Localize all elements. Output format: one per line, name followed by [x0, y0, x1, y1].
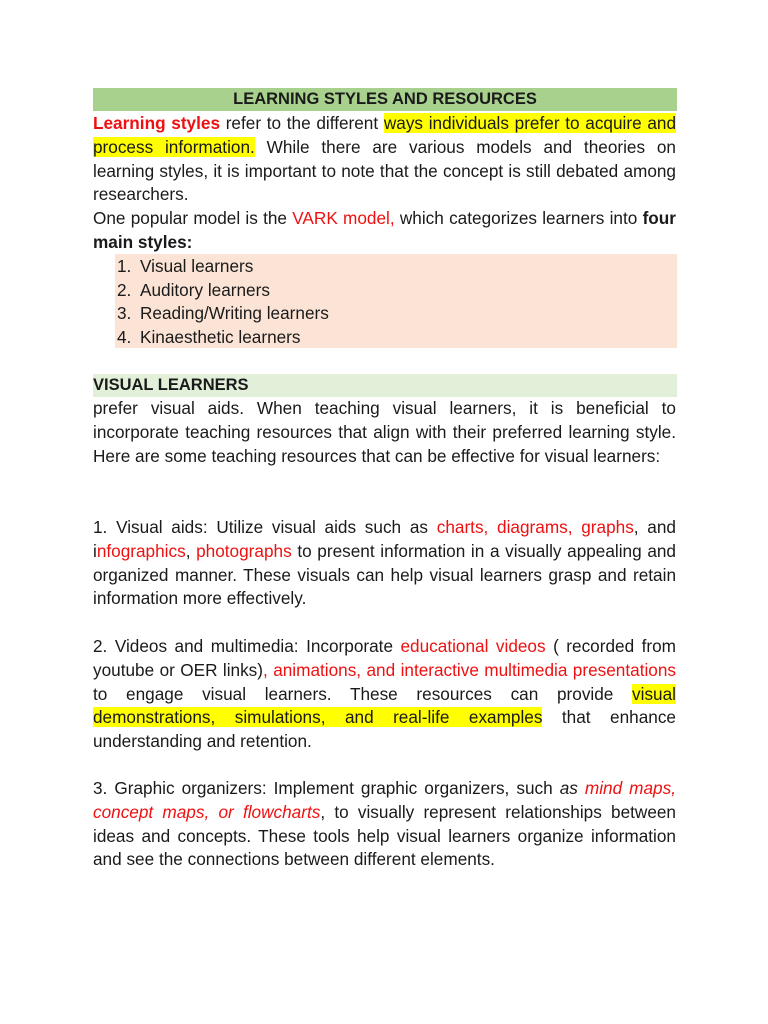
item2-red-2: , animations, and interactive multimedia presentations: [263, 659, 676, 680]
intro-text-1: refer to the different: [220, 113, 384, 133]
list-item-number: 2.: [117, 280, 132, 300]
item2-text-1: 2. Videos and multimedia: Incorporate: [93, 636, 401, 656]
visual-intro-paragraph: prefer visual aids. When teaching visual learners, it is beneficial to incorporate teaching resources that align with their preferred learning style. Here are some teaching resources that can be effective for visual learners:: [93, 398, 676, 466]
four-main-styles: four main styles:: [93, 208, 676, 252]
list-item: [117, 325, 301, 349]
item3-text-1: 3. Graphic organizers: Implement graphic organizers, such: [93, 778, 560, 798]
videos-multimedia-paragraph: [93, 635, 676, 754]
item1-text-1: 1. Visual aids: Utilize visual aids such as: [93, 517, 437, 537]
item1-red-1: charts, diagrams, graphs: [436, 517, 634, 537]
item2-highlight: visual demonstrations, simulations, and real-life examples: [93, 683, 676, 728]
vark-model-term: VARK model,: [292, 208, 395, 228]
list-item-number: 3.: [117, 303, 132, 323]
list-item-label: Reading/Writing learners: [140, 303, 329, 323]
list-item-label: Visual learners: [140, 256, 254, 276]
item2-text-2: ( recorded from youtube or OER links): [93, 636, 676, 680]
list-item-label: Kinaesthetic learners: [140, 327, 301, 347]
section-heading-visual-learners: VISUAL LEARNERS: [93, 374, 677, 397]
item3-red-1: mind maps, concept maps, or flowcharts: [93, 778, 676, 822]
intro-paragraph: [93, 112, 676, 207]
item2-text-4: that enhance understanding and retention.: [93, 707, 676, 752]
vark-paragraph: [93, 207, 676, 255]
list-item-label: Auditory learners: [140, 280, 270, 300]
page-title: LEARNING STYLES AND RESOURCES: [93, 88, 677, 111]
intro-text-2: While there are various models and theories on learning styles, it is important to note that the concept is still debated among researchers.: [93, 136, 676, 205]
visual-aids-paragraph: [93, 516, 676, 611]
item2-text-3: to engage visual learners. These resources can provide: [93, 683, 633, 704]
list-item: [117, 301, 329, 325]
item3-text-2: , to visually represent relationships between ideas and concepts. These tools help visual learners organize information and see the connections between different elements.: [93, 801, 676, 870]
item1-text-3: ,: [185, 540, 197, 561]
list-item: [117, 254, 253, 278]
vark-text-2: which categorizes learners into: [394, 208, 643, 228]
item1-red-2: nfographics: [96, 540, 186, 561]
item1-red-3: photographs: [196, 540, 292, 561]
intro-highlight: ways individuals prefer to acquire and process information.: [93, 113, 676, 157]
item3-italic: as: [559, 778, 585, 798]
item1-text-2: , and i: [93, 517, 676, 561]
item2-red-1: educational videos: [400, 636, 546, 656]
vark-text-1: One popular model is the: [93, 208, 293, 228]
list-item-number: 1.: [117, 256, 132, 276]
list-item: [117, 278, 270, 302]
term-learning-styles: Learning styles: [93, 113, 221, 133]
list-item-number: 4.: [117, 327, 132, 347]
graphic-organizers-paragraph: [93, 777, 676, 872]
item1-text-4: to present information in a visually appealing and organized manner. These visuals can help visual learners grasp and retain information more effectively.: [93, 540, 676, 609]
